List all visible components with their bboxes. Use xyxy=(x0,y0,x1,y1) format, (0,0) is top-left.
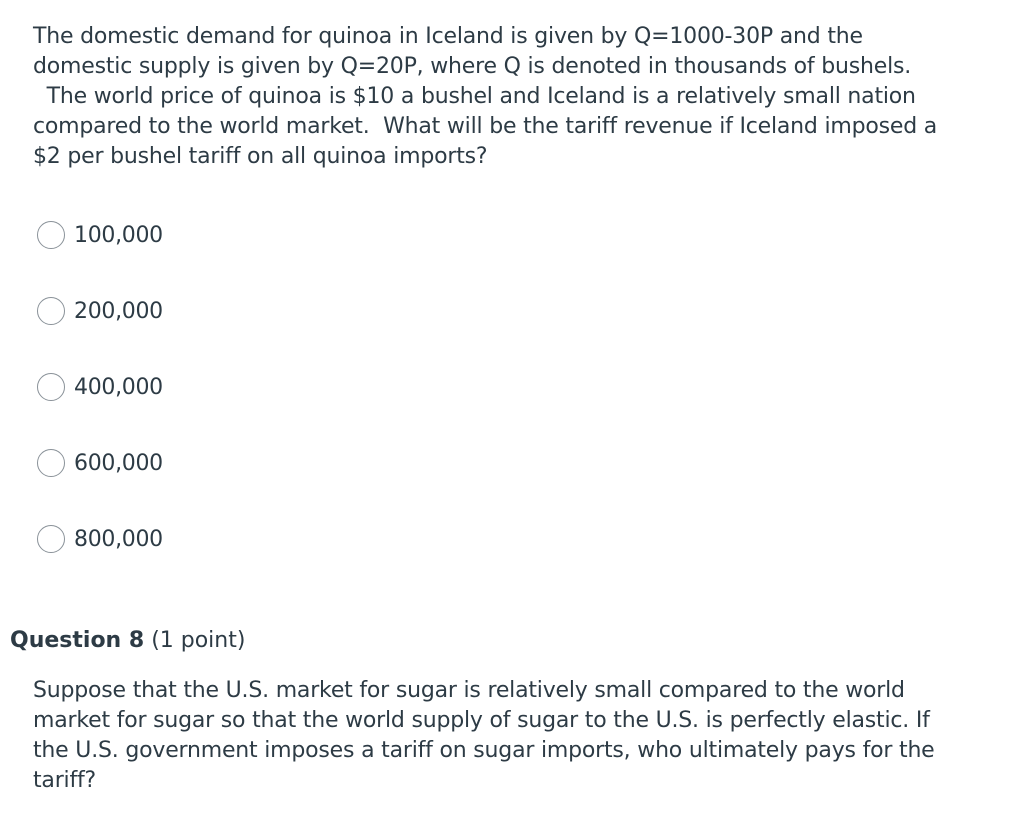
question-8-header xyxy=(10,625,245,657)
answer-label: 200,000 xyxy=(74,298,163,324)
radio-button[interactable] xyxy=(37,525,65,553)
radio-button[interactable] xyxy=(37,221,65,249)
answer-option-800000[interactable] xyxy=(37,523,437,555)
answer-option-400000[interactable] xyxy=(37,371,437,403)
radio-button[interactable] xyxy=(37,449,65,477)
radio-button[interactable] xyxy=(37,373,65,401)
answer-label: 400,000 xyxy=(74,374,163,400)
question-8-text: Suppose that the U.S. market for sugar is relatively small compared to the world market for sugar so that the world supply of sugar to the U.S. is perfectly elastic. If the U.S. government imposes a tariff on sugar imports, who ultimately pays for the tariff? xyxy=(33,678,935,793)
question-8-title: Question 8 xyxy=(10,628,145,653)
radio-button[interactable] xyxy=(37,297,65,325)
answer-label: 100,000 xyxy=(74,222,163,248)
answer-label: 800,000 xyxy=(74,526,163,552)
question-8-points: (1 point) xyxy=(151,628,246,653)
answer-option-200000[interactable] xyxy=(37,295,437,327)
answer-options xyxy=(37,219,437,599)
question-7-text: The domestic demand for quinoa in Iceland is given by Q=1000-30P and the domestic supply is given by Q=20P, where Q is denoted in thousands of bushels. The world price of quinoa is $10 a bushel and Iceland is a relatively small nation compared to the world market. What will be the tariff revenue if Iceland imposed a $2 per bushel tariff on all quinoa imports? xyxy=(33,24,938,169)
answer-option-100000[interactable] xyxy=(37,219,437,251)
answer-option-600000[interactable] xyxy=(37,447,437,479)
answer-label: 600,000 xyxy=(74,450,163,476)
